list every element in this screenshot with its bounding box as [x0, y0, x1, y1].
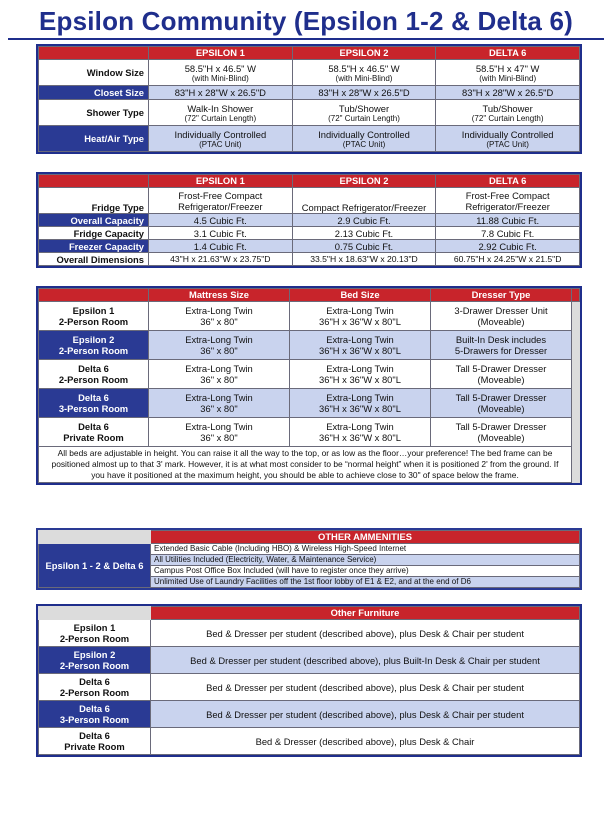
table-cell: Frost-Free Compact Refrigerator/Freezer	[436, 188, 580, 214]
col-header: Other Furniture	[151, 607, 580, 620]
room-building: Epsilon 2	[72, 334, 115, 345]
table-cell	[149, 60, 293, 86]
row-label: Closet Size	[39, 86, 149, 100]
side-gap	[572, 360, 580, 389]
table-cell: 2.13 Cubic Ft.	[292, 227, 436, 240]
cell-main: Walk-In Shower	[187, 102, 254, 114]
cell-sub: (72" Curtain Length)	[471, 113, 544, 123]
cell-main: Individually Controlled	[461, 128, 554, 140]
table-cell: Compact Refrigerator/Freezer	[292, 188, 436, 214]
amenities-table	[36, 528, 582, 590]
table-row	[39, 60, 580, 86]
table-cell: 3.1 Cubic Ft.	[149, 227, 293, 240]
room-building: Delta 6	[79, 703, 110, 714]
room-building: Delta 6	[78, 392, 109, 403]
cell-line: 5-Drawers for Dresser	[454, 345, 548, 356]
table-cell	[149, 389, 290, 418]
row-label: Freezer Capacity	[39, 240, 149, 253]
cell-line: Extra-Long Twin	[185, 421, 253, 432]
side-gap	[572, 331, 580, 360]
row-label	[39, 360, 149, 389]
row-label: Shower Type	[39, 100, 149, 126]
table-cell: Bed & Dresser per student (described above), plus Desk & Chair per student	[151, 620, 580, 647]
title-underline	[8, 38, 604, 40]
amenity-item: All Utilities Included (Electricity, Water, & Maintenance Service)	[151, 555, 580, 566]
col-header: DELTA 6	[436, 47, 580, 60]
table-cell	[149, 418, 290, 447]
header-corner	[39, 175, 149, 188]
col-header: Mattress Size	[149, 289, 290, 302]
table-cell: 2.92 Cubic Ft.	[436, 240, 580, 253]
table-cell	[436, 126, 580, 152]
col-header: Dresser Type	[431, 289, 572, 302]
cell-line: (Moveable)	[477, 316, 525, 327]
table-cell: Bed & Dresser per student (described above), plus Desk & Chair per student	[151, 674, 580, 701]
room-type: 3-Person Room	[59, 714, 130, 725]
table-row	[39, 620, 580, 647]
cell-line: Extra-Long Twin	[326, 334, 394, 345]
table-cell	[149, 331, 290, 360]
table-cell: 2.9 Cubic Ft.	[292, 214, 436, 227]
cell-sub: (PTAC Unit)	[342, 139, 386, 149]
cell-line: Tall 5-Drawer Dresser	[455, 363, 547, 374]
table-row	[39, 418, 580, 447]
header-corner	[572, 289, 580, 302]
table-cell: 43"H x 21.63"W x 23.75"D	[149, 253, 293, 266]
table-cell	[292, 126, 436, 152]
side-gap	[572, 389, 580, 418]
table-cell: 83"H x 28"W x 26.5"D	[436, 86, 580, 100]
cell-sub: (PTAC Unit)	[486, 139, 529, 149]
room-type: 2-Person Room	[58, 316, 129, 327]
room-type: Private Room	[63, 432, 124, 443]
col-header: OTHER AMMENITIES	[151, 531, 580, 544]
room-building: Delta 6	[79, 730, 110, 741]
cell-line: 36"H x 36"W x 80"L	[319, 374, 401, 385]
cell-sub: (with Mini-Blind)	[479, 73, 537, 83]
fridge-table	[36, 172, 582, 268]
row-label	[39, 728, 151, 755]
cell-line: 36"H x 36"W x 80"L	[319, 316, 401, 327]
cell-line: 36" x 80"	[200, 316, 238, 327]
other-furniture-table	[36, 604, 582, 757]
cell-main: Individually Controlled	[174, 128, 267, 140]
header-corner	[39, 607, 151, 620]
amenity-item: Unlimited Use of Laundry Facilities off the 1st floor lobby of E1 & E2, and at the end of D6	[151, 577, 580, 588]
table-row	[39, 302, 580, 331]
room-type: Private Room	[64, 741, 125, 752]
cell-line: Extra-Long Twin	[185, 334, 253, 345]
col-header: DELTA 6	[436, 175, 580, 188]
amenity-item: Campus Post Office Box Included (will have to register once they arrive)	[151, 566, 580, 577]
table-row	[39, 86, 580, 100]
row-label	[39, 331, 149, 360]
cell-main: 58.5"H x 46.5" W	[184, 62, 256, 74]
table-cell: 11.88 Cubic Ft.	[436, 214, 580, 227]
table-row	[39, 331, 580, 360]
table-cell: 60.75"H x 24.25"W x 21.5"D	[436, 253, 580, 266]
table-cell	[431, 302, 572, 331]
row-label	[39, 674, 151, 701]
row-label: Overall Capacity	[39, 214, 149, 227]
cell-sub: (with Mini-Blind)	[191, 73, 249, 83]
bed-dresser-table	[36, 286, 582, 485]
cell-line: Extra-Long Twin	[185, 305, 253, 316]
table-row	[39, 701, 580, 728]
table-cell	[436, 60, 580, 86]
cell-line: Extra-Long Twin	[326, 305, 394, 316]
cell-line: 36"H x 36"W x 80"L	[319, 432, 401, 443]
table-header-row	[39, 531, 580, 544]
col-header: EPSILON 2	[292, 175, 436, 188]
cell-sub: (PTAC Unit)	[199, 139, 242, 149]
page-title: Epsilon Community (Epsilon 1-2 & Delta 6)	[38, 6, 574, 36]
room-building: Delta 6	[78, 363, 109, 374]
room-type: 2-Person Room	[59, 660, 130, 671]
cell-line: 3-Drawer Dresser Unit	[454, 305, 548, 316]
row-label: Window Size	[39, 60, 149, 86]
table-row	[39, 214, 580, 227]
cell-line: (Moveable)	[477, 432, 525, 443]
table-cell	[292, 60, 436, 86]
header-corner	[39, 289, 149, 302]
cell-line: (Moveable)	[477, 403, 525, 414]
cell-line: 36" x 80"	[200, 374, 238, 385]
table-cell	[292, 100, 436, 126]
table-cell	[149, 100, 293, 126]
cell-line: Extra-Long Twin	[185, 363, 253, 374]
table-row	[39, 227, 580, 240]
table-header-row	[39, 607, 580, 620]
table-cell	[431, 389, 572, 418]
cell-line: 36"H x 36"W x 80"L	[319, 345, 401, 356]
table-cell	[290, 331, 431, 360]
cell-line: Tall 5-Drawer Dresser	[455, 421, 547, 432]
col-header: Bed Size	[290, 289, 431, 302]
side-gap	[572, 302, 580, 331]
cell-main: Individually Controlled	[318, 128, 410, 140]
table-cell	[149, 360, 290, 389]
table-cell: 83"H x 28"W x 26.5"D	[292, 86, 436, 100]
cell-main: Tub/Shower	[338, 102, 390, 114]
room-building: Delta 6	[79, 676, 110, 687]
note-row	[39, 447, 580, 483]
room-building: Epsilon 1	[73, 622, 116, 633]
table-row	[39, 126, 580, 152]
cell-sub: (72" Curtain Length)	[184, 113, 257, 123]
table-row	[39, 389, 580, 418]
col-header: EPSILON 2	[292, 47, 436, 60]
room-specs-table	[36, 44, 582, 154]
amenities-label: Epsilon 1 - 2 & Delta 6	[39, 544, 151, 588]
row-label	[39, 418, 149, 447]
room-building: Delta 6	[78, 421, 109, 432]
table-cell	[290, 302, 431, 331]
table-cell: 83"H x 28"W x 26.5"D	[149, 86, 293, 100]
cell-sub: (with Mini-Blind)	[335, 73, 393, 83]
table-cell	[431, 331, 572, 360]
table-cell	[149, 302, 290, 331]
table-cell: Frost-Free Compact Refrigerator/Freezer	[149, 188, 293, 214]
cell-line: 36" x 80"	[200, 403, 238, 414]
table-cell	[149, 126, 293, 152]
table-cell: 7.8 Cubic Ft.	[436, 227, 580, 240]
row-label: Overall Dimensions	[39, 253, 149, 266]
table-header-row	[39, 175, 580, 188]
table-cell	[436, 100, 580, 126]
room-building: Epsilon 1	[72, 305, 115, 316]
table-cell: Bed & Dresser per student (described above), plus Desk & Chair per student	[151, 701, 580, 728]
cell-main: Tub/Shower	[482, 102, 533, 114]
room-type: 3-Person Room	[58, 403, 129, 414]
cell-main: 58.5"H x 46.5" W	[328, 62, 400, 74]
table-header-row	[39, 47, 580, 60]
row-label: Heat/Air Type	[39, 126, 149, 152]
cell-line: (Moveable)	[477, 374, 525, 385]
cell-line: 36" x 80"	[200, 432, 238, 443]
room-type: 2-Person Room	[58, 345, 129, 356]
table-row	[39, 360, 580, 389]
room-type: 2-Person Room	[58, 374, 129, 385]
table-cell	[290, 418, 431, 447]
table-row	[39, 647, 580, 674]
table-row	[39, 544, 580, 555]
row-label: Fridge Type	[39, 188, 149, 214]
table-row	[39, 100, 580, 126]
cell-line: Tall 5-Drawer Dresser	[455, 392, 547, 403]
row-label	[39, 620, 151, 647]
table-cell: Bed & Dresser (described above), plus Desk & Chair	[151, 728, 580, 755]
table-cell	[290, 360, 431, 389]
cell-line: Extra-Long Twin	[326, 363, 394, 374]
table-row	[39, 674, 580, 701]
row-label: Fridge Capacity	[39, 227, 149, 240]
table-cell	[431, 418, 572, 447]
table-header-row	[39, 289, 580, 302]
room-type: 2-Person Room	[59, 633, 130, 644]
table-cell: 33.5"H x 18.63"W x 20.13"D	[292, 253, 436, 266]
table-cell: 0.75 Cubic Ft.	[292, 240, 436, 253]
table-cell: 4.5 Cubic Ft.	[149, 214, 293, 227]
row-label	[39, 389, 149, 418]
row-label	[39, 302, 149, 331]
col-header: EPSILON 1	[149, 175, 293, 188]
cell-line: 36" x 80"	[200, 345, 238, 356]
col-header: EPSILON 1	[149, 47, 293, 60]
table-row	[39, 240, 580, 253]
table-cell: 1.4 Cubic Ft.	[149, 240, 293, 253]
table-cell	[290, 389, 431, 418]
cell-line: 36"H x 36"W x 80"L	[319, 403, 401, 414]
cell-sub: (72" Curtain Length)	[328, 113, 400, 123]
cell-main: 58.5"H x 47" W	[475, 62, 540, 74]
table-cell	[431, 360, 572, 389]
side-gap	[572, 447, 580, 483]
room-type: 2-Person Room	[59, 687, 130, 698]
bed-height-note: All beds are adjustable in height. You can raise it all the way to the top, or as low as the floor…your preference! The bed frame can be positioned almost up to that 3' mark. However, it is at what most consider to be “normal height” when it is positioned 2' from the ground. If you have it positioned at the maximum height, you should be able to achieve close to 30" of space below the frame.	[39, 447, 572, 483]
cell-line: Built-In Desk includes	[455, 334, 547, 345]
row-label	[39, 647, 151, 674]
row-label	[39, 701, 151, 728]
header-corner	[39, 531, 151, 544]
cell-line: Extra-Long Twin	[185, 392, 253, 403]
cell-line: Extra-Long Twin	[326, 421, 394, 432]
side-gap	[572, 418, 580, 447]
table-row	[39, 188, 580, 214]
cell-line: Extra-Long Twin	[326, 392, 394, 403]
header-corner	[39, 47, 149, 60]
table-row	[39, 253, 580, 266]
table-row	[39, 728, 580, 755]
table-cell: Bed & Dresser per student (described above), plus Built-In Desk & Chair per student	[151, 647, 580, 674]
room-building: Epsilon 2	[73, 649, 116, 660]
amenity-item: Extended Basic Cable (Including HBO) & Wireless High-Speed Internet	[151, 544, 580, 555]
